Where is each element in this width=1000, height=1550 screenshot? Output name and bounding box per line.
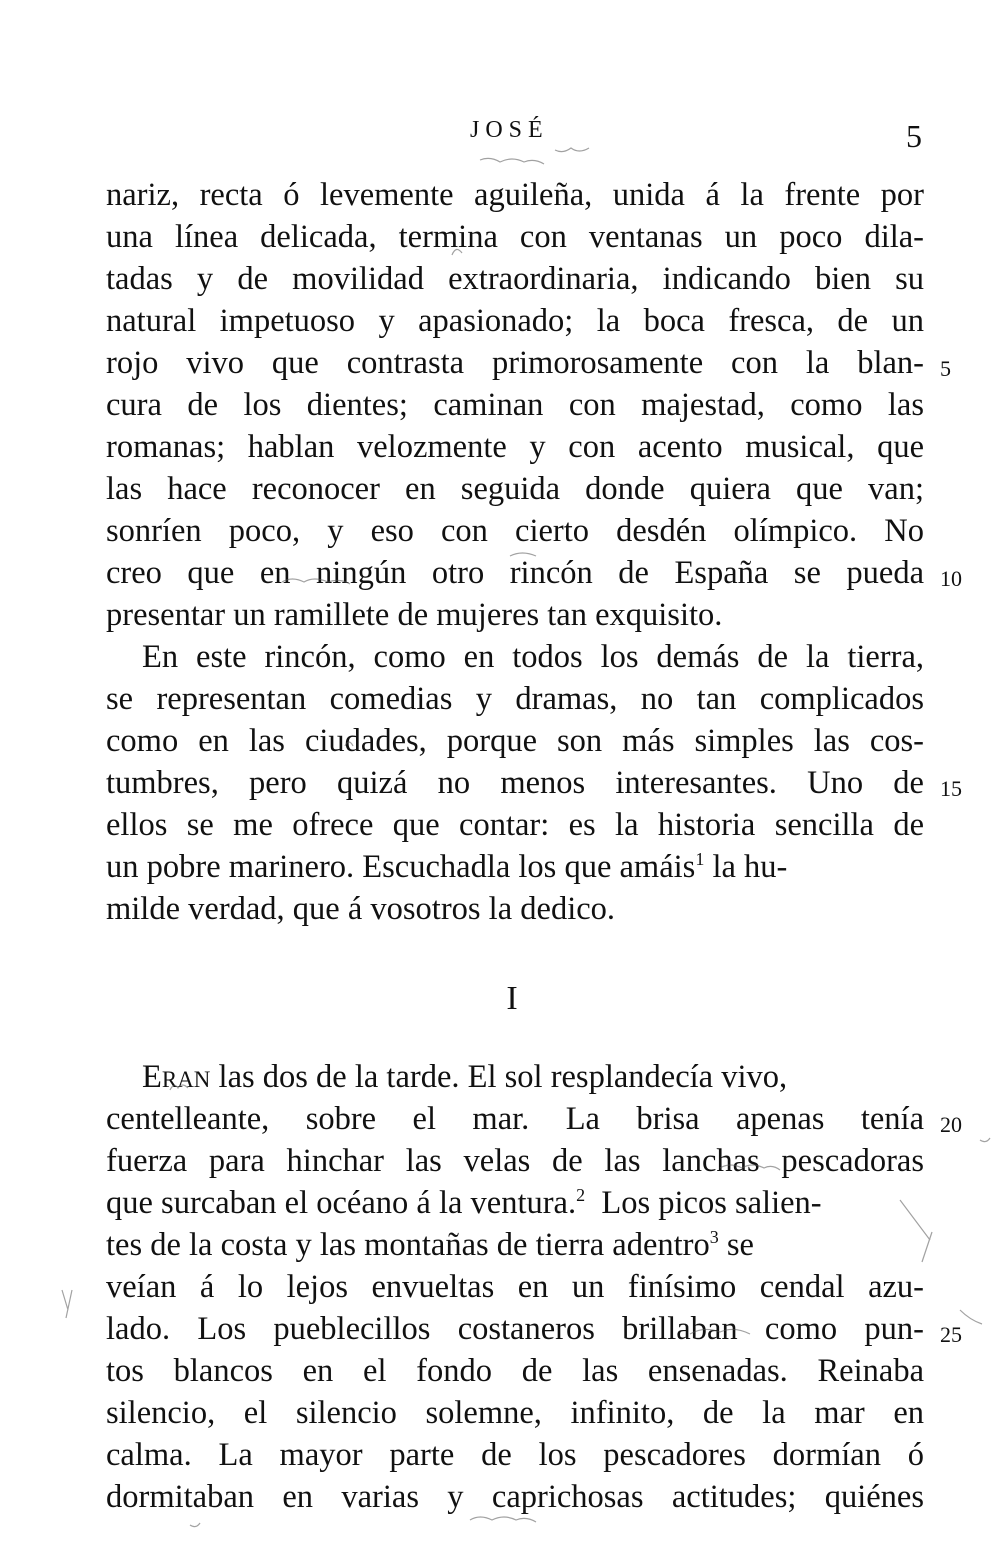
line-fragment: las dos de la tarde. El sol resplandecía vivo, [218, 1059, 788, 1095]
text-line: nariz, recta ó levemente aguileña, unida á la frente por [106, 177, 924, 213]
margin-line-number: 10 [940, 566, 962, 591]
text-line [106, 1224, 924, 1266]
line-fragment: que surcaban el océano á la ventura. [106, 1185, 577, 1221]
section-heading: I [506, 980, 518, 1017]
text-line: dormitaban en varias y caprichosas actitudes; quiénes [106, 1479, 924, 1515]
text-line: En este rincón, como en todos los demás de la tierra, [142, 639, 924, 675]
text-line: lado. Los pueblecillos costaneros brillaban como pun- [106, 1311, 924, 1347]
text-line: ellos se me ofrece que contar: es la historia sencilla de [106, 807, 924, 843]
footnote-marker: 3 [709, 1227, 719, 1248]
text-line: tos blancos en el fondo de las ensenadas. Reinaba [106, 1353, 924, 1389]
text-line: las hace reconocer en seguida donde quiera que van; [106, 471, 924, 507]
line-fragment: Los picos salien- [601, 1185, 822, 1221]
text-line: cura de los dientes; caminan con majestad, como las [106, 387, 924, 423]
text-line [106, 1182, 924, 1224]
text-line: romanas; hablan velozmente y con acento musical, que [106, 429, 924, 465]
text-line: presentar un ramillete de mujeres tan exquisito. [106, 597, 723, 633]
margin-line-number: 25 [940, 1322, 962, 1347]
footnote-marker: 2 [576, 1185, 586, 1206]
margin-line-number: 15 [940, 776, 962, 801]
line-fragment: la hu- [712, 849, 788, 885]
text-line: veían á lo lejos envueltas en un finísimo cendal azu- [106, 1269, 924, 1305]
text-line: natural impetuoso y apasionado; la boca fresca, de un [106, 303, 924, 339]
lead-word: Eran [142, 1059, 211, 1095]
text-line [106, 846, 924, 888]
line-fragment: se [726, 1227, 754, 1263]
line-fragment: tes de la costa y las montañas de tierra adentro [106, 1227, 710, 1263]
text-line: fuerza para hinchar las velas de las lanchas pescadoras [106, 1143, 924, 1179]
footnote-marker: 1 [695, 849, 705, 870]
page-number: 5 [906, 118, 922, 154]
text-line: milde verdad, que á vosotros la dedico. [106, 891, 616, 927]
text-line: tadas y de movilidad extraordinaria, indicando bien su [106, 261, 924, 297]
text-line: calma. La mayor parte de los pescadores dormían ó [106, 1437, 924, 1473]
text-line: una línea delicada, termina con ventanas un poco dila- [106, 219, 924, 255]
text-line [142, 1056, 924, 1098]
text-line: silencio, el silencio solemne, infinito, de la mar en [106, 1395, 924, 1431]
text-line: como en las ciudades, porque son más simples las cos- [106, 723, 924, 759]
line-fragment: un pobre marinero. Escuchadla los que amáis [106, 849, 696, 885]
margin-line-number: 20 [940, 1112, 962, 1137]
text-line: rojo vivo que contrasta primorosamente con la blan- [106, 345, 924, 381]
text-line: centelleante, sobre el mar. La brisa apenas tenía [106, 1101, 924, 1137]
margin-line-number: 5 [940, 356, 951, 381]
text-line: tumbres, pero quizá no menos interesantes. Uno de [106, 765, 924, 801]
running-header-title: JOSÉ [470, 117, 549, 143]
text-line: creo que en ningún otro rincón de España se pueda [106, 555, 924, 591]
text-line: se representan comedias y dramas, no tan complicados [106, 681, 924, 717]
text-line: sonríen poco, y eso con cierto desdén olímpico. No [106, 513, 924, 549]
